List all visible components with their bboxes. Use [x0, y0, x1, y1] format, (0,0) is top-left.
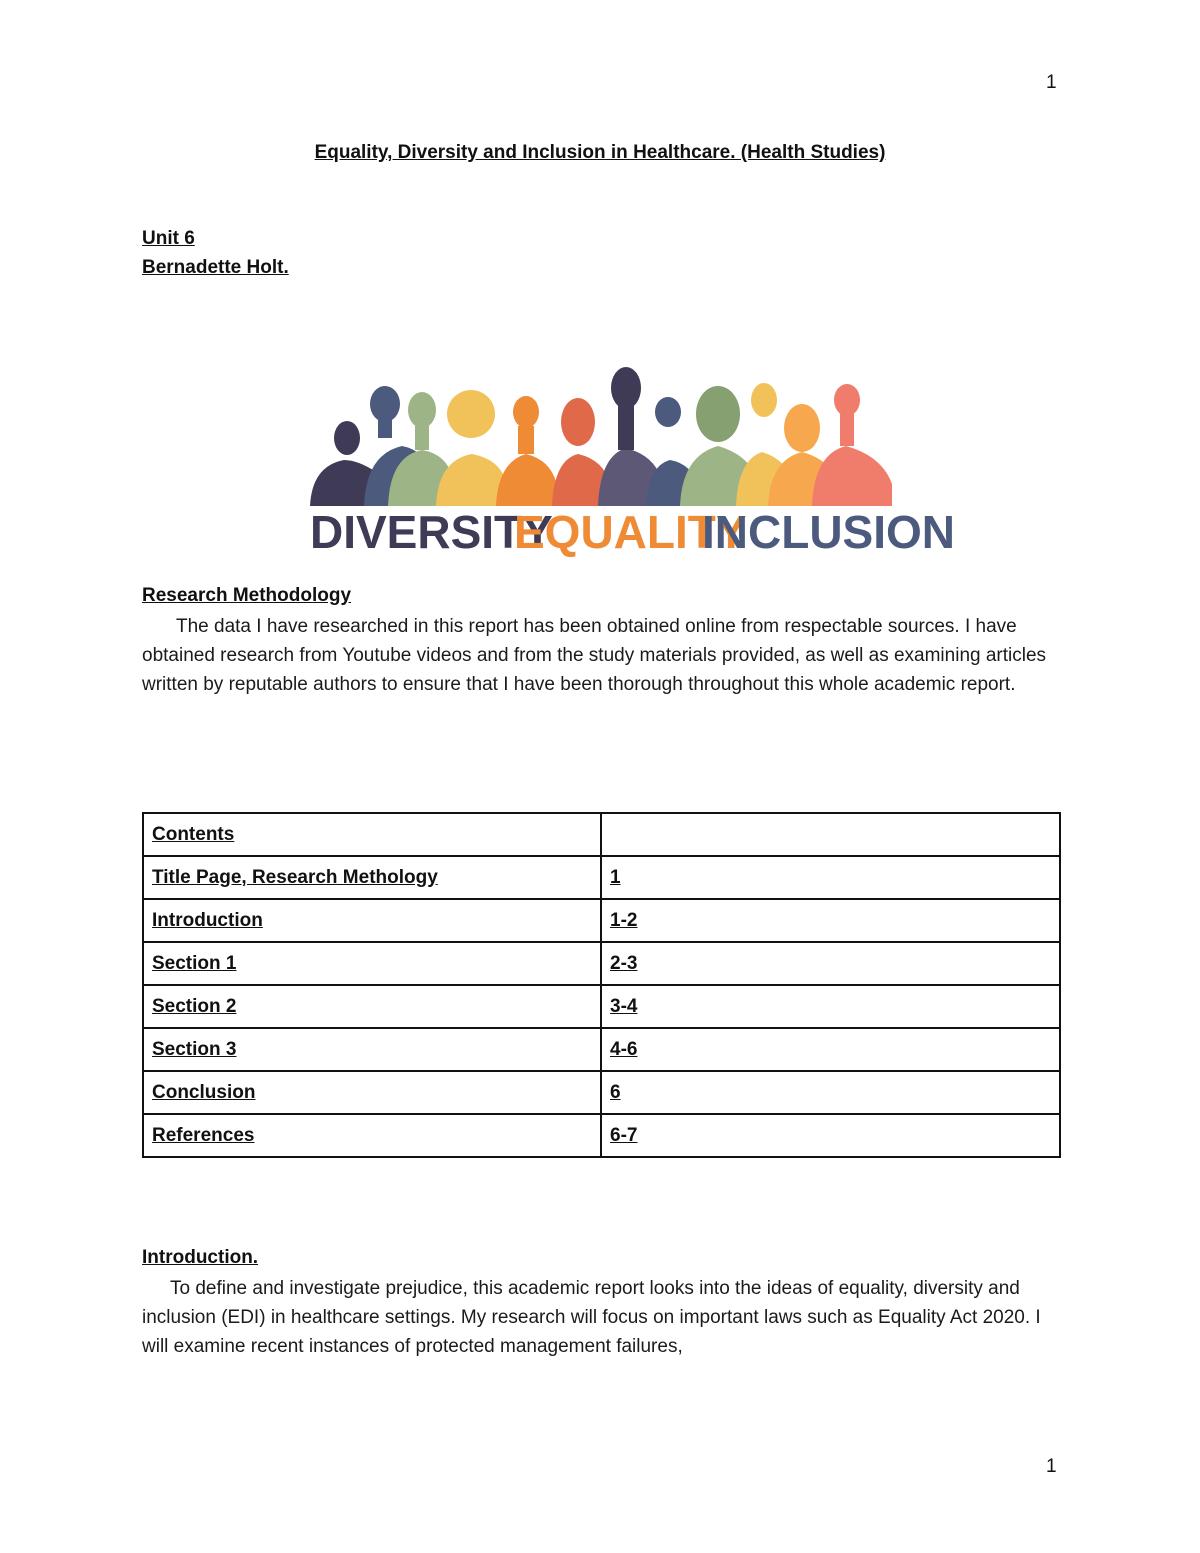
contents-header-cell: Contents — [143, 813, 601, 856]
people-illustration — [310, 367, 892, 506]
table-row-header — [143, 813, 1060, 856]
research-methodology-heading: Research Methodology — [142, 585, 352, 606]
toc-pages-cell: 1-2 — [601, 899, 1060, 942]
banner-word-equality: EQUALITY — [514, 506, 747, 558]
table-row — [143, 1071, 1060, 1114]
toc-pages-cell: 2-3 — [601, 942, 1060, 985]
table-row — [143, 1114, 1060, 1157]
table-row — [143, 899, 1060, 942]
toc-section-cell: Section 3 — [143, 1028, 601, 1071]
toc-section-cell: Section 2 — [143, 985, 601, 1028]
introduction-heading: Introduction. — [142, 1247, 259, 1268]
research-methodology-text: The data I have researched in this report has been obtained online from respectable sources. I have obtained research from Youtube videos and from the study materials provided, as well as examining articles written by reputable authors to ensure that I have been thorough throughout this whole academic report. — [142, 616, 1047, 695]
contents-table — [142, 812, 1061, 1158]
toc-pages-cell: 3-4 — [601, 985, 1060, 1028]
diversity-banner-image — [306, 364, 955, 558]
toc-pages-cell: 6 — [601, 1071, 1060, 1114]
unit-label: Unit 6 — [142, 228, 195, 249]
banner-word-diversity: DIVERSITY — [310, 506, 553, 558]
banner-word-inclusion: INCLUSION — [702, 506, 955, 558]
table-row — [143, 942, 1060, 985]
introduction-text: To define and investigate prejudice, this academic report looks into the ideas of equality, diversity and inclusion (EDI) in healthcare settings. My research will focus on important laws such as Equality Act 2020. I will examine recent instances of protected management failures, — [142, 1278, 1041, 1357]
contents-header-empty-cell — [601, 813, 1060, 856]
toc-pages-cell: 1 — [601, 856, 1060, 899]
footer-page-number: 1 — [1046, 1456, 1057, 1477]
toc-section-cell: Title Page, Research Methology — [143, 856, 601, 899]
table-row — [143, 1028, 1060, 1071]
toc-section-cell: References — [143, 1114, 601, 1157]
author-name: Bernadette Holt. — [142, 257, 289, 278]
toc-pages-cell: 6-7 — [601, 1114, 1060, 1157]
document-title: Equality, Diversity and Inclusion in Healthcare. (Health Studies) — [314, 142, 886, 163]
toc-section-cell: Introduction — [143, 899, 601, 942]
header-page-number: 1 — [1046, 72, 1057, 93]
table-row — [143, 985, 1060, 1028]
toc-section-cell: Conclusion — [143, 1071, 601, 1114]
table-row — [143, 856, 1060, 899]
toc-section-cell: Section 1 — [143, 942, 601, 985]
toc-pages-cell: 4-6 — [601, 1028, 1060, 1071]
